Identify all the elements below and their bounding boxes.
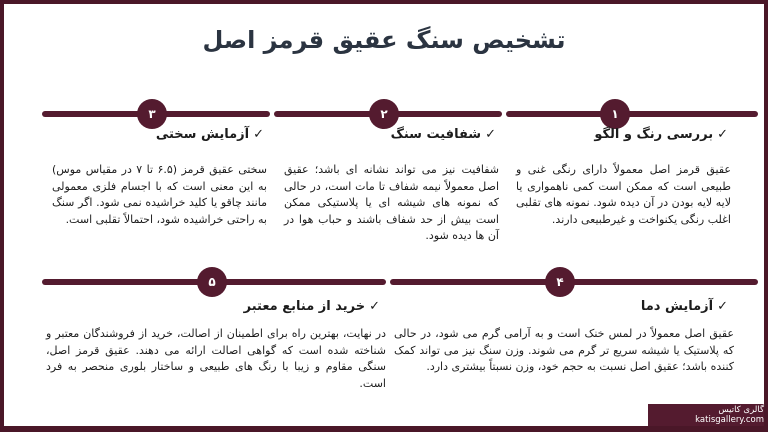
check-icon: ✓: [717, 299, 728, 314]
section-1-bar: [506, 111, 758, 117]
section-3-heading-text: آزمایش سختی: [155, 127, 250, 142]
check-icon: ✓: [369, 299, 380, 314]
page-title: تشخیص سنگ عقیق قرمز اصل: [202, 26, 566, 54]
section-5-text: در نهایت، بهترین راه برای اطمینان از اصالت، خرید از فروشندگان معتبر و شناخته شده است که گواهی اصالت ارائه می دهند. عقیق قرمز اصل، سنگی مقاوم و زیبا با رنگ های طبیعی و ساختار بلوری منحصر به فرد است.: [46, 327, 386, 390]
section-5-number: ۵: [197, 267, 227, 297]
section-5-heading-text: خرید از منابع معتبر: [243, 299, 366, 314]
section-2-heading: [391, 127, 496, 142]
check-icon: ✓: [485, 127, 496, 142]
section-2-heading-text: شفافیت سنگ: [390, 127, 482, 142]
section-2-text: شفافیت نیز می تواند نشانه ای باشد؛ عقیق اصل معمولاً نیمه شفاف تا مات است، در حالی که نمونه های شیشه ای یا پلاستیکی ممکن است بیش از حد شفاف باشند و حباب هوا در آن ها دیده شود.: [284, 163, 499, 242]
section-3-text: سختی عقیق قرمز (۶.۵ تا ۷ در مقیاس موس) به این معنی است که با اجسام فلزی معمولی مانند چاقو یا کلید خراشیده نمی شود. اگر سنگ به راحتی خراشیده شود، احتمالاً تقلبی است.: [52, 163, 267, 226]
section-1-number: ۱: [600, 99, 630, 129]
slide: [4, 4, 764, 426]
section-2-number: ۲: [369, 99, 399, 129]
footer-brand: گالری کاتیس katisgallery.com: [648, 404, 764, 426]
section-4-heading: [641, 299, 728, 314]
check-icon: ✓: [717, 127, 728, 142]
section-3-heading: [156, 127, 264, 142]
section-4-heading-text: آزمایش دما: [640, 299, 714, 314]
section-4-text: عقیق اصل معمولاً در لمس خنک است و به آرامی گرم می شود، در حالی که پلاستیک یا شیشه سریع تر گرم می شوند. وزن سنگ نیز می تواند کمک کننده باشد؛ عقیق اصل نسبت به حجم خود، وزن نسبتاً بیشتری دارد.: [394, 327, 734, 373]
check-icon: ✓: [253, 127, 264, 142]
section-1-heading: [594, 127, 728, 142]
section-1-text: عقیق قرمز اصل معمولاً دارای رنگی غنی و طبیعی است که ممکن است کمی ناهمواری یا لایه لایه بودن در آن دیده شود. نمونه های تقلبی اغلب رنگی یکنواخت و غیرطبیعی دارند.: [516, 163, 731, 226]
section-4-number: ۴: [545, 267, 575, 297]
section-1-heading-text: بررسی رنگ و الگو: [594, 127, 714, 142]
section-5-heading: [244, 299, 380, 314]
section-3-number: ۳: [137, 99, 167, 129]
